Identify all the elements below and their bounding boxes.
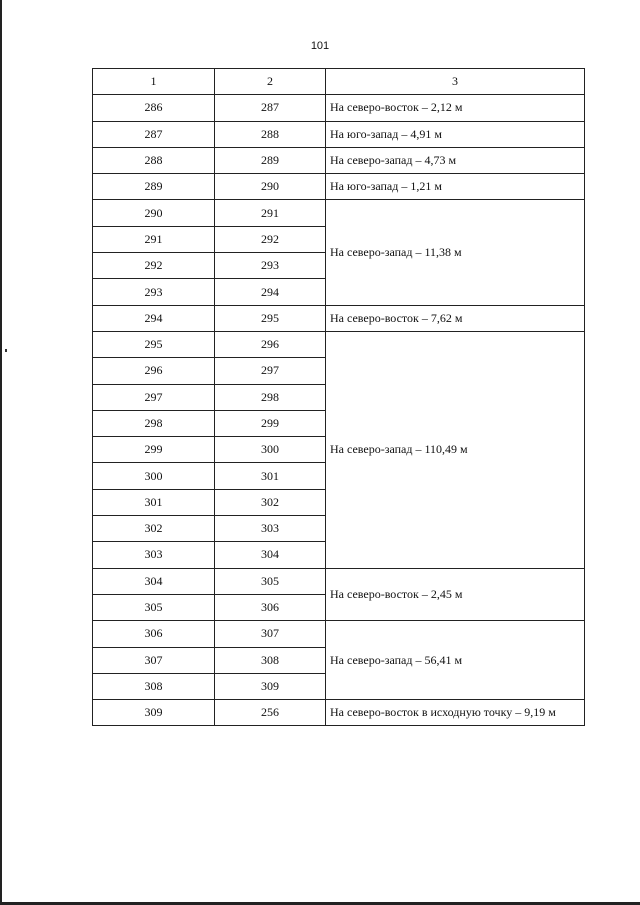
table-row: [93, 568, 585, 594]
direction-distance-cell: На юго-запад – 1,21 м: [326, 174, 585, 200]
column-header-1: 1: [93, 69, 215, 95]
table-row: [93, 305, 585, 331]
point-from-cell: 306: [93, 621, 215, 647]
point-to-cell: 309: [215, 673, 326, 699]
direction-distance-cell: На северо-восток – 2,12 м: [326, 95, 585, 121]
point-from-cell: 298: [93, 410, 215, 436]
point-to-cell: 306: [215, 594, 326, 620]
direction-distance-cell: На северо-запад – 110,49 м: [326, 331, 585, 568]
table-row: [93, 331, 585, 357]
point-to-cell: 307: [215, 621, 326, 647]
page-left-border: [0, 0, 2, 905]
point-to-cell: 308: [215, 647, 326, 673]
table-row: [93, 147, 585, 173]
point-from-cell: 304: [93, 568, 215, 594]
scan-speck: [5, 349, 7, 352]
point-from-cell: 287: [93, 121, 215, 147]
point-from-cell: 297: [93, 384, 215, 410]
point-to-cell: 292: [215, 226, 326, 252]
table-row: [93, 621, 585, 647]
point-to-cell: 256: [215, 700, 326, 726]
point-to-cell: 300: [215, 437, 326, 463]
table-row: [93, 95, 585, 121]
point-to-cell: 291: [215, 200, 326, 226]
point-from-cell: 291: [93, 226, 215, 252]
point-from-cell: 299: [93, 437, 215, 463]
point-from-cell: 300: [93, 463, 215, 489]
point-to-cell: 305: [215, 568, 326, 594]
point-from-cell: 288: [93, 147, 215, 173]
table-row: [93, 174, 585, 200]
table-body: [93, 95, 585, 726]
point-to-cell: 301: [215, 463, 326, 489]
table-header-row: [93, 69, 585, 95]
point-from-cell: 302: [93, 516, 215, 542]
direction-distance-cell: На северо-запад – 11,38 м: [326, 200, 585, 305]
direction-distance-cell: На северо-запад – 56,41 м: [326, 621, 585, 700]
point-from-cell: 307: [93, 647, 215, 673]
point-to-cell: 290: [215, 174, 326, 200]
table-row: [93, 200, 585, 226]
direction-distance-cell: На северо-запад – 4,73 м: [326, 147, 585, 173]
table-row: [93, 121, 585, 147]
direction-distance-cell: На северо-восток – 7,62 м: [326, 305, 585, 331]
point-from-cell: 309: [93, 700, 215, 726]
point-to-cell: 288: [215, 121, 326, 147]
point-from-cell: 289: [93, 174, 215, 200]
point-from-cell: 296: [93, 358, 215, 384]
point-to-cell: 287: [215, 95, 326, 121]
point-to-cell: 303: [215, 516, 326, 542]
point-to-cell: 302: [215, 489, 326, 515]
point-from-cell: 308: [93, 673, 215, 699]
page-number: 101: [310, 40, 330, 52]
point-from-cell: 286: [93, 95, 215, 121]
point-to-cell: 299: [215, 410, 326, 436]
column-header-3: 3: [326, 69, 585, 95]
point-to-cell: 304: [215, 542, 326, 568]
point-from-cell: 301: [93, 489, 215, 515]
boundary-points-table: [92, 68, 585, 726]
point-from-cell: 295: [93, 331, 215, 357]
point-from-cell: 293: [93, 279, 215, 305]
point-to-cell: 294: [215, 279, 326, 305]
direction-distance-cell: На северо-восток в исходную точку – 9,19 м: [326, 700, 585, 726]
direction-distance-cell: На северо-восток – 2,45 м: [326, 568, 585, 621]
column-header-2: 2: [215, 69, 326, 95]
table-row: [93, 700, 585, 726]
point-to-cell: 298: [215, 384, 326, 410]
point-to-cell: 297: [215, 358, 326, 384]
point-to-cell: 296: [215, 331, 326, 357]
direction-distance-cell: На юго-запад – 4,91 м: [326, 121, 585, 147]
point-from-cell: 303: [93, 542, 215, 568]
point-from-cell: 294: [93, 305, 215, 331]
point-to-cell: 293: [215, 253, 326, 279]
point-to-cell: 295: [215, 305, 326, 331]
point-to-cell: 289: [215, 147, 326, 173]
point-from-cell: 305: [93, 594, 215, 620]
point-from-cell: 292: [93, 253, 215, 279]
point-from-cell: 290: [93, 200, 215, 226]
